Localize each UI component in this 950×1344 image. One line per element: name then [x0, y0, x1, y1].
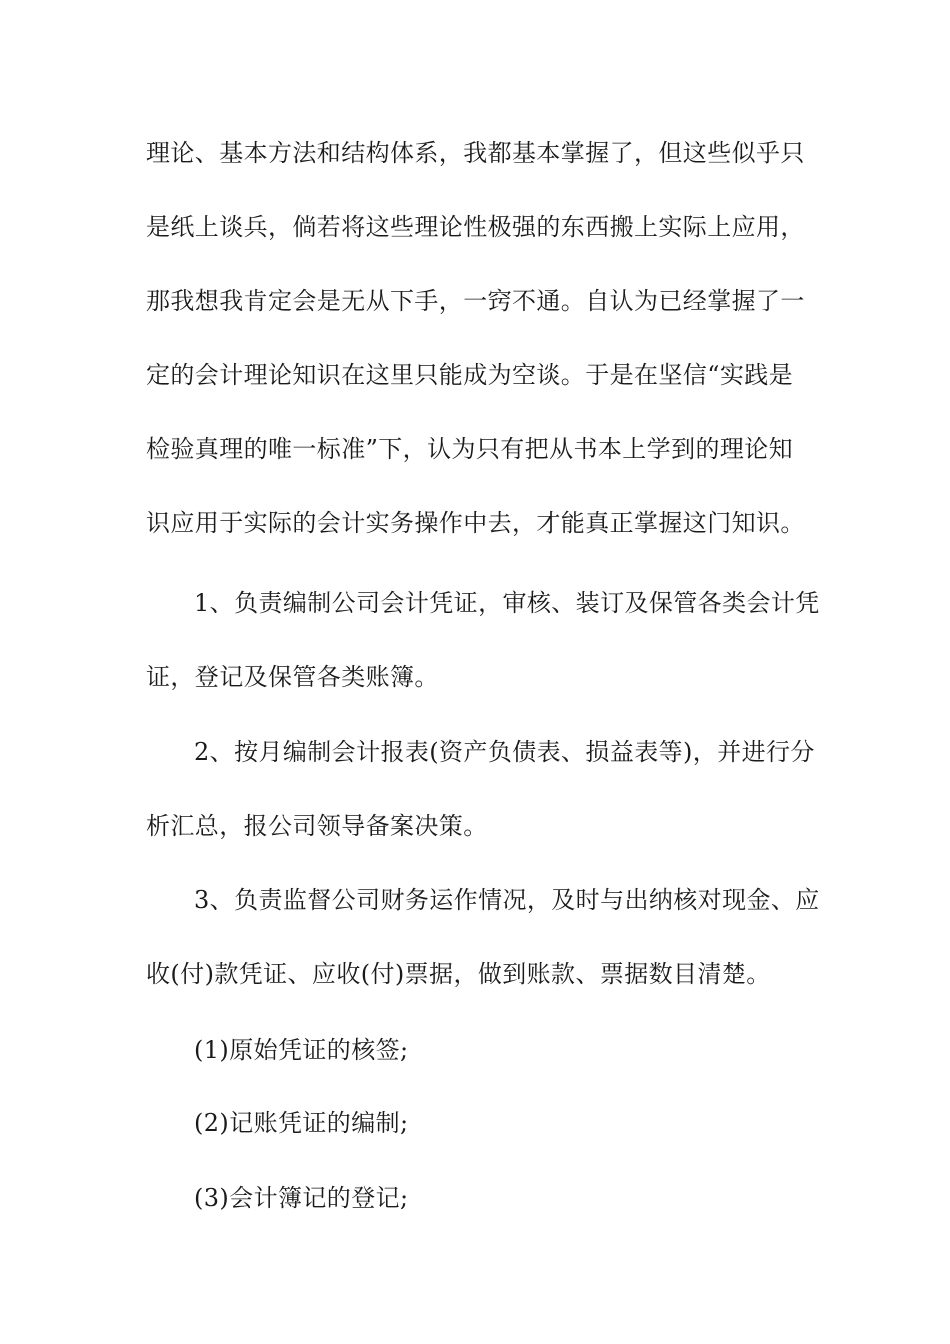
body-text-line: 那我想我肯定会是无从下手，一窍不通。自认为已经掌握了一 [146, 287, 805, 315]
body-text-line: 检验真理的唯一标准”下，认为只有把从书本上学到的理论知 [146, 435, 794, 463]
list-item-3-continuation: 收(付)款凭证、应收(付)票据，做到账款、票据数目清楚。 [146, 960, 771, 988]
body-text-line: 识应用于实际的会计实务操作中去，才能真正掌握这门知识。 [146, 509, 805, 537]
body-text-line: 是纸上谈兵，倘若将这些理论性极强的东西搬上实际上应用， [146, 213, 805, 241]
sub-item-2: (2)记账凭证的编制; [194, 1109, 409, 1137]
sub-item-3: (3)会计簿记的登记; [194, 1184, 409, 1212]
list-item-3-line: 3、负责监督公司财务运作情况，及时与出纳核对现金、应 [194, 886, 820, 914]
list-item-1-line: 1、负责编制公司会计凭证，审核、装订及保管各类会计凭 [194, 589, 820, 617]
list-item-2-continuation: 析汇总，报公司领导备案决策。 [146, 812, 488, 840]
list-item-2-line: 2、按月编制会计报表(资产负债表、损益表等)，并进行分 [194, 738, 815, 766]
body-text-line: 理论、基本方法和结构体系，我都基本掌握了，但这些似乎只 [146, 139, 805, 167]
list-item-1-continuation: 证，登记及保管各类账簿。 [146, 663, 439, 691]
sub-item-1: (1)原始凭证的核签; [194, 1036, 409, 1064]
body-text-line: 定的会计理论知识在这里只能成为空谈。于是在坚信“实践是 [146, 361, 794, 389]
